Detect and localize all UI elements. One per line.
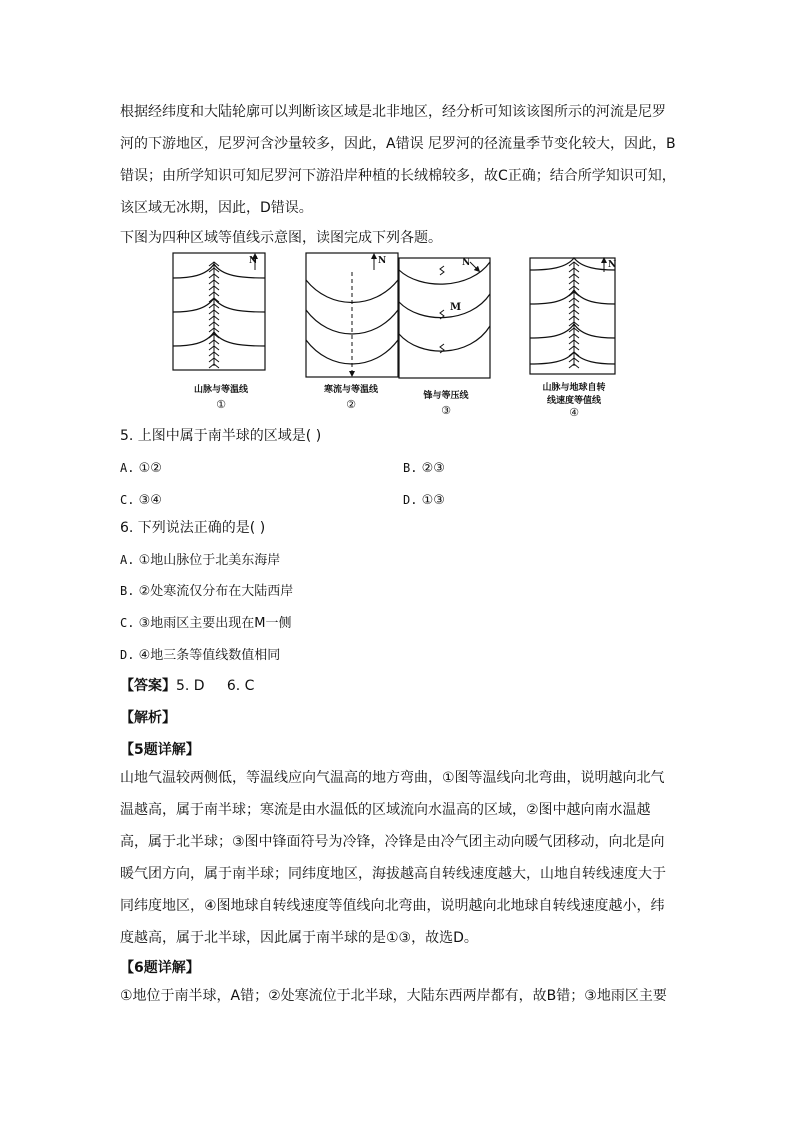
panel-4-diagram — [530, 258, 615, 374]
detail6-label: 【6题详解】 — [120, 960, 200, 976]
panel-1-caption: 山脉与等温线 — [193, 385, 248, 395]
lead-in: 下图为四种区域等值线示意图，读图完成下列各题。 — [120, 230, 442, 246]
answer-line — [120, 676, 254, 696]
panel-3-marker-m: M — [450, 302, 462, 313]
panel-2-north-label: N — [378, 256, 387, 266]
isoline-figure — [170, 250, 630, 422]
detail5-label: 【5题详解】 — [120, 742, 200, 758]
panel-2-diagram — [306, 253, 398, 377]
q5-option-d: D. ①③ — [403, 493, 445, 508]
panel-4-caption-line1: 山脉与地球自转 — [542, 383, 606, 393]
q5-option-a: A. ①② — [120, 461, 162, 476]
q5-stem: 5. 上图中属于南半球的区域是( ) — [120, 428, 322, 444]
panel-1-number: ① — [216, 398, 226, 411]
panel-1-north-label: N — [249, 256, 258, 266]
intro-paragraph: 根据经纬度和大陆轮廓可以判断该区域是北非地区，经分析可知该该图所示的河流是尼罗河的下游地区，尼罗河含沙量较多，因此，A错误 尼罗河的径流量季节变化较大，因此，B错误；由所学知识可知尼罗河下游沿岸种植的长绒棉较多，故C正确；结合所学知识可知，该区域无冰期，因此，D错误。 — [120, 104, 676, 216]
q6-stem: 6. 下列说法正确的是( ) — [120, 520, 266, 536]
q6-option-b: B. ②处寒流仅分布在大陆西岸 — [120, 584, 294, 599]
detail5-text: 山地气温较两侧低，等温线应向气温高的地方弯曲，①图等温线向北弯曲，说明越向北气温越高，属于南半球；寒流是由水温低的区域流向水温高的区域，②图中越向南水温越高，属于北半球；③图中锋面符号为冷锋，冷锋是由冷气团主动向暖气团移动，向北是向暖气团方向，属于南半球；同纬度地区，海拔越高自转线速度越大，山地自转线速度大于同纬度地区，④图地球自转线速度等值线向北弯曲，说明越向北地球自转线速度越小，纬度越高，属于北半球，因此属于南半球的是①③，故选D。 — [120, 770, 666, 946]
panel-4-north-label: N — [608, 260, 617, 270]
answer-label: 【答案】 — [120, 678, 176, 694]
panel-3-caption: 锋与等压线 — [423, 391, 469, 401]
panel-2-number: ② — [346, 398, 356, 411]
panel-2-caption: 寒流与等温线 — [323, 385, 378, 395]
q5-option-c: C. ③④ — [120, 493, 162, 508]
q5-option-b: B. ②③ — [403, 461, 445, 476]
q6-option-d: D. ④地三条等值线数值相同 — [120, 648, 281, 663]
detail6-text: ①地位于南半球，A错；②处寒流位于北半球，大陆东西两岸都有，故B错；③地雨区主要 — [120, 988, 667, 1004]
panel-4-caption-line2: 线速度等值线 — [546, 396, 601, 406]
panel-1-diagram — [173, 253, 265, 370]
q6-option-a: A. ①地山脉位于北美东海岸 — [120, 553, 281, 568]
panel-3-number: ③ — [441, 404, 451, 417]
panel-3-north-label: N — [462, 258, 471, 268]
panel-3-diagram — [399, 258, 490, 378]
q6-option-c: C. ③地雨区主要出现在M一侧 — [120, 616, 292, 631]
answer-text: 5. D 6. C — [176, 678, 255, 694]
analysis-label: 【解析】 — [120, 710, 176, 726]
panel-4-number: ④ — [569, 406, 579, 419]
